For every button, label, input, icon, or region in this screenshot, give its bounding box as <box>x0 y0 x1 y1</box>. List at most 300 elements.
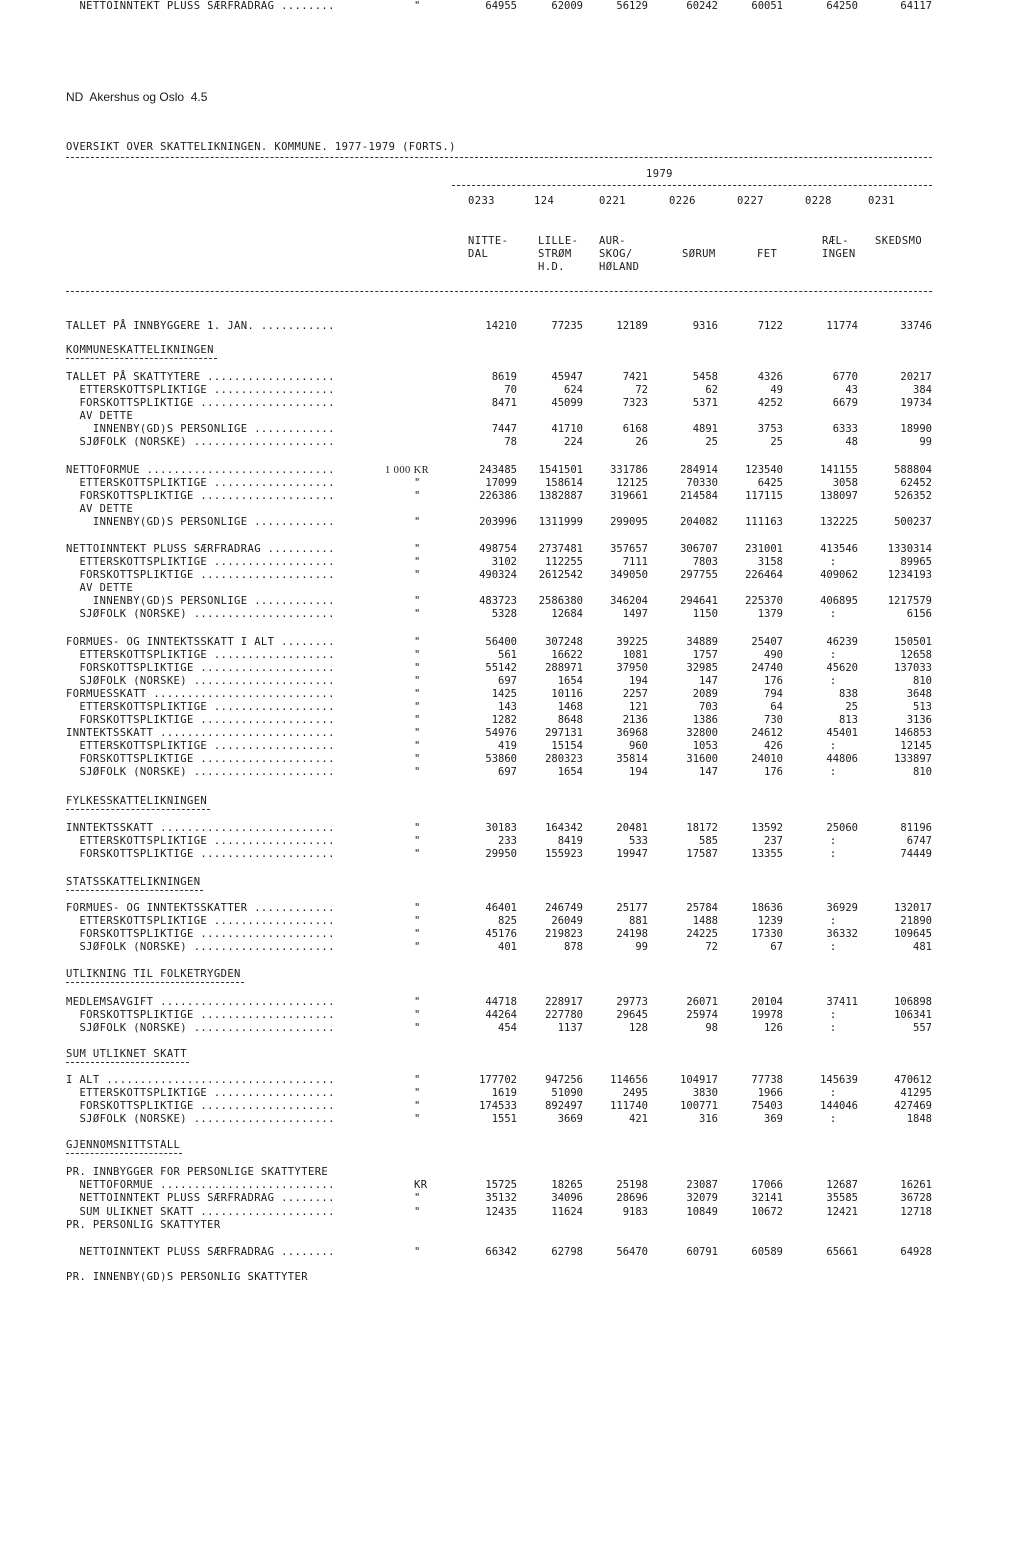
table-cell: 8471 <box>491 397 517 409</box>
table-cell: 490 <box>764 649 783 661</box>
row-label: FORSKOTTSPLIKTIGE .................... <box>66 397 335 409</box>
table-cell: 72 <box>635 384 648 396</box>
table-cell: 146853 <box>894 727 932 739</box>
table-cell: 60051 <box>751 0 783 12</box>
table-cell: 5458 <box>692 371 718 383</box>
table-cell: 26071 <box>686 996 718 1008</box>
table-cell: 62798 <box>551 1246 583 1258</box>
table-cell: 454 <box>498 1022 517 1034</box>
table-cell: 17099 <box>485 477 517 489</box>
table-cell: 1382887 <box>538 490 583 502</box>
table-cell: 37950 <box>616 662 648 674</box>
column-code: 0226 <box>669 195 696 207</box>
table-cell: 112255 <box>545 556 583 568</box>
table-cell: 114656 <box>610 1074 648 1086</box>
table-cell: 49 <box>770 384 783 396</box>
row-label: FORSKOTTSPLIKTIGE .................... <box>66 569 335 581</box>
table-cell: 121 <box>629 701 648 713</box>
table-cell: 44718 <box>485 996 517 1008</box>
row-label: SUM ULIKNET SKATT .................... <box>66 1206 335 1218</box>
table-cell: 838 <box>839 688 858 700</box>
row-label: FORSKOTTSPLIKTIGE .................... <box>66 848 335 860</box>
table-cell: 288971 <box>545 662 583 674</box>
table-cell: 176 <box>764 675 783 687</box>
row-label: ETTERSKOTTSPLIKTIGE .................. <box>66 915 335 927</box>
unit-label: " <box>414 1246 421 1258</box>
table-cell: : <box>829 1022 837 1034</box>
table-cell: 331786 <box>610 464 648 476</box>
table-cell: 132017 <box>894 902 932 914</box>
unit-label: 1 000 KR <box>385 465 430 476</box>
column-code: 0227 <box>737 195 764 207</box>
table-cell: 316 <box>699 1113 718 1125</box>
table-cell: 12658 <box>900 649 932 661</box>
table-cell: : <box>829 608 837 620</box>
table-cell: 3669 <box>557 1113 583 1125</box>
table-cell: 9183 <box>622 1206 648 1218</box>
unit-label: " <box>414 740 421 752</box>
table-cell: 3058 <box>832 477 858 489</box>
table-cell: 17066 <box>751 1179 783 1191</box>
row-label: MEDLEMSAVGIFT .......................... <box>66 996 335 1008</box>
table-cell: 11774 <box>826 320 858 332</box>
table-cell: 18172 <box>686 822 718 834</box>
unit-label: " <box>414 1009 421 1021</box>
row-label: SJØFOLK (NORSKE) ..................... <box>66 675 335 687</box>
table-cell: 65661 <box>826 1246 858 1258</box>
table-cell: 6168 <box>622 423 648 435</box>
table-cell: 227780 <box>545 1009 583 1021</box>
table-cell: 12189 <box>616 320 648 332</box>
table-cell: 16261 <box>900 1179 932 1191</box>
row-label: FORMUESSKATT ........................... <box>66 688 335 700</box>
table-cell: 204082 <box>680 516 718 528</box>
table-cell: 9316 <box>692 320 718 332</box>
table-cell: 8648 <box>557 714 583 726</box>
table-cell: : <box>829 915 837 927</box>
table-cell: 825 <box>498 915 517 927</box>
table-cell: 1654 <box>557 766 583 778</box>
table-cell: 10116 <box>551 688 583 700</box>
table-cell: 143 <box>498 701 517 713</box>
table-cell: 60791 <box>686 1246 718 1258</box>
table-cell: 810 <box>913 766 932 778</box>
table-cell: 43 <box>845 384 858 396</box>
table-cell: 25 <box>845 701 858 713</box>
table-cell: 1234193 <box>887 569 932 581</box>
table-cell: 20481 <box>616 822 648 834</box>
table-cell: 1150 <box>692 608 718 620</box>
table-cell: : <box>829 1113 837 1125</box>
table-cell: 12718 <box>900 1206 932 1218</box>
row-label: TALLET PÅ SKATTYTERE ................... <box>66 371 335 383</box>
table-cell: 878 <box>564 941 583 953</box>
column-name: LILLE- <box>538 235 579 247</box>
table-cell: 25 <box>705 436 718 448</box>
table-cell: 357657 <box>610 543 648 555</box>
table-cell: 98 <box>705 1022 718 1034</box>
column-name: DAL <box>468 248 489 260</box>
table-cell: 481 <box>913 941 932 953</box>
table-cell: 12684 <box>551 608 583 620</box>
row-label: FORSKOTTSPLIKTIGE .................... <box>66 714 335 726</box>
table-cell: 39225 <box>616 636 648 648</box>
row-label: SJØFOLK (NORSKE) ..................... <box>66 1022 335 1034</box>
table-cell: 32141 <box>751 1192 783 1204</box>
table-cell: 194 <box>629 675 648 687</box>
row-label: ETTERSKOTTSPLIKTIGE .................. <box>66 477 335 489</box>
table-cell: : <box>829 835 837 847</box>
table-cell: 64117 <box>900 0 932 12</box>
table-cell: : <box>829 1087 837 1099</box>
table-cell: : <box>829 649 837 661</box>
table-cell: 297755 <box>680 569 718 581</box>
table-cell: 17587 <box>686 848 718 860</box>
unit-label: " <box>414 996 421 1008</box>
table-cell: 45947 <box>551 371 583 383</box>
table-cell: 697 <box>498 675 517 687</box>
table-cell: 35585 <box>826 1192 858 1204</box>
table-cell: 45401 <box>826 727 858 739</box>
row-label: PR. PERSONLIG SKATTYTER <box>66 1219 221 1231</box>
table-cell: 6770 <box>832 371 858 383</box>
table-cell: 299095 <box>610 516 648 528</box>
table-cell: 5371 <box>692 397 718 409</box>
table-cell: 35814 <box>616 753 648 765</box>
table-title: OVERSIKT OVER SKATTELIKNINGEN. KOMMUNE. 1977-1979 (FORTS.) <box>66 141 456 153</box>
table-cell: 4326 <box>757 371 783 383</box>
row-label: NETTOINNTEKT PLUSS SÆRFRADRAG .......... <box>66 543 335 555</box>
table-cell: 246749 <box>545 902 583 914</box>
table-cell: 36332 <box>826 928 858 940</box>
table-cell: 219823 <box>545 928 583 940</box>
table-cell: 6747 <box>906 835 932 847</box>
table-cell: 109645 <box>894 928 932 940</box>
unit-label: " <box>414 1206 421 1218</box>
table-cell: 294641 <box>680 595 718 607</box>
table-cell: 41295 <box>900 1087 932 1099</box>
section-heading: STATSSKATTELIKNINGEN <box>66 876 201 888</box>
table-cell: 123540 <box>745 464 783 476</box>
row-label: FORSKOTTSPLIKTIGE .................... <box>66 662 335 674</box>
table-cell: 2495 <box>622 1087 648 1099</box>
table-cell: 18990 <box>900 423 932 435</box>
table-cell: 533 <box>629 835 648 847</box>
table-cell: 147 <box>699 766 718 778</box>
table-cell: 794 <box>764 688 783 700</box>
unit-label: " <box>414 701 421 713</box>
table-cell: 25784 <box>686 902 718 914</box>
table-cell: 29950 <box>485 848 517 860</box>
column-code: 0228 <box>805 195 832 207</box>
table-cell: 24612 <box>751 727 783 739</box>
table-cell: 1386 <box>692 714 718 726</box>
table-cell: : <box>829 941 837 953</box>
table-cell: 66342 <box>485 1246 517 1258</box>
row-label: FORMUES- OG INNTEKTSSKATT I ALT ........ <box>66 636 335 648</box>
table-cell: 10849 <box>686 1206 718 1218</box>
table-cell: 427469 <box>894 1100 932 1112</box>
table-cell: 4891 <box>692 423 718 435</box>
unit-label: " <box>414 636 421 648</box>
row-label: ETTERSKOTTSPLIKTIGE .................. <box>66 649 335 661</box>
table-cell: 224 <box>564 436 583 448</box>
table-cell: 947256 <box>545 1074 583 1086</box>
table-cell: 561 <box>498 649 517 661</box>
section-underline <box>66 982 244 983</box>
table-cell: 1966 <box>757 1087 783 1099</box>
column-name: NITTE- <box>468 235 509 247</box>
unit-label: " <box>414 516 421 528</box>
table-cell: 1654 <box>557 675 583 687</box>
table-cell: 490324 <box>479 569 517 581</box>
unit-label: " <box>414 675 421 687</box>
section-underline <box>66 1153 182 1154</box>
table-cell: 233 <box>498 835 517 847</box>
section-underline <box>66 1062 189 1063</box>
table-cell: 144046 <box>820 1100 858 1112</box>
section-underline <box>66 890 203 891</box>
table-cell: 1081 <box>622 649 648 661</box>
row-label: INNENBY(GD)S PERSONLIGE ............ <box>66 516 335 528</box>
table-cell: 137033 <box>894 662 932 674</box>
table-cell: 194 <box>629 766 648 778</box>
table-cell: 89965 <box>900 556 932 568</box>
table-cell: 53860 <box>485 753 517 765</box>
top-rule <box>66 157 932 158</box>
table-cell: 1468 <box>557 701 583 713</box>
table-cell: 813 <box>839 714 858 726</box>
table-cell: 284914 <box>680 464 718 476</box>
table-cell: 62009 <box>551 0 583 12</box>
row-label: TALLET PÅ INNBYGGERE 1. JAN. ........... <box>66 320 335 332</box>
table-cell: 237 <box>764 835 783 847</box>
table-cell: 2089 <box>692 688 718 700</box>
row-label: AV DETTE <box>66 410 134 422</box>
table-cell: 77738 <box>751 1074 783 1086</box>
table-cell: 28696 <box>616 1192 648 1204</box>
row-label: I ALT .................................. <box>66 1074 335 1086</box>
row-label: AV DETTE <box>66 503 134 515</box>
row-label: SJØFOLK (NORSKE) ..................... <box>66 436 335 448</box>
table-cell: 41710 <box>551 423 583 435</box>
table-cell: 231001 <box>745 543 783 555</box>
table-cell: 426 <box>764 740 783 752</box>
table-cell: 1379 <box>757 608 783 620</box>
row-label: NETTOINNTEKT PLUSS SÆRFRADRAG ........ <box>66 1246 335 1258</box>
table-cell: 37411 <box>826 996 858 1008</box>
header-bottom-rule <box>66 291 932 292</box>
unit-label: " <box>414 595 421 607</box>
table-cell: 48 <box>845 436 858 448</box>
unit-label: " <box>414 753 421 765</box>
table-cell: 132225 <box>820 516 858 528</box>
table-cell: 31600 <box>686 753 718 765</box>
table-cell: : <box>829 556 837 568</box>
section-heading: UTLIKNING TIL FOLKETRYGDEN <box>66 968 241 980</box>
row-label: FORMUES- OG INNTEKTSSKATTER ............ <box>66 902 335 914</box>
table-cell: 15154 <box>551 740 583 752</box>
table-cell: 1053 <box>692 740 718 752</box>
column-name: SØRUM <box>682 248 716 260</box>
table-cell: 35132 <box>485 1192 517 1204</box>
table-cell: 111163 <box>745 516 783 528</box>
unit-label: " <box>414 1074 421 1086</box>
table-cell: 138097 <box>820 490 858 502</box>
row-label: NETTOINNTEKT PLUSS SÆRFRADRAG ........ <box>66 1192 335 1204</box>
table-cell: 23087 <box>686 1179 718 1191</box>
table-cell: 3136 <box>906 714 932 726</box>
table-cell: 228917 <box>545 996 583 1008</box>
unit-label: " <box>414 608 421 620</box>
table-cell: 960 <box>629 740 648 752</box>
table-cell: 67 <box>770 941 783 953</box>
unit-label: " <box>414 727 421 739</box>
table-cell: 588804 <box>894 464 932 476</box>
table-cell: 15725 <box>485 1179 517 1191</box>
row-label: ETTERSKOTTSPLIKTIGE .................. <box>66 701 335 713</box>
row-label: FORSKOTTSPLIKTIGE .................... <box>66 1100 335 1112</box>
table-cell: 12125 <box>616 477 648 489</box>
table-cell: 406895 <box>820 595 858 607</box>
table-cell: 500237 <box>894 516 932 528</box>
table-cell: 29773 <box>616 996 648 1008</box>
table-cell: 111740 <box>610 1100 648 1112</box>
column-name: H.D. <box>538 261 565 273</box>
unit-label: " <box>414 1113 421 1125</box>
unit-label: " <box>414 915 421 927</box>
column-name: SKEDSMO <box>875 235 923 247</box>
table-cell: 297131 <box>545 727 583 739</box>
table-cell: 174533 <box>479 1100 517 1112</box>
unit-label: " <box>414 822 421 834</box>
table-cell: 225370 <box>745 595 783 607</box>
table-cell: 25060 <box>826 822 858 834</box>
table-cell: 214584 <box>680 490 718 502</box>
table-cell: 810 <box>913 675 932 687</box>
table-cell: 2737481 <box>538 543 583 555</box>
unit-label: " <box>414 1100 421 1112</box>
table-cell: 384 <box>913 384 932 396</box>
row-label: ETTERSKOTTSPLIKTIGE .................. <box>66 1087 335 1099</box>
unit-label: " <box>414 490 421 502</box>
table-cell: 2586380 <box>538 595 583 607</box>
table-cell: 164342 <box>545 822 583 834</box>
table-cell: 72 <box>705 941 718 953</box>
table-cell: 18636 <box>751 902 783 914</box>
table-cell: 1488 <box>692 915 718 927</box>
table-cell: 12687 <box>826 1179 858 1191</box>
table-cell: 17330 <box>751 928 783 940</box>
year-heading: 1979 <box>646 168 673 180</box>
table-cell: 7111 <box>622 556 648 568</box>
table-cell: 128 <box>629 1022 648 1034</box>
table-cell: 64 <box>770 701 783 713</box>
section-underline <box>66 358 217 359</box>
table-cell: 25974 <box>686 1009 718 1021</box>
table-cell: 51090 <box>551 1087 583 1099</box>
table-cell: 147 <box>699 675 718 687</box>
table-cell: 32079 <box>686 1192 718 1204</box>
table-cell: 1425 <box>491 688 517 700</box>
table-cell: 1757 <box>692 649 718 661</box>
column-code: 0221 <box>599 195 626 207</box>
row-label: FORSKOTTSPLIKTIGE .................... <box>66 753 335 765</box>
table-cell: 6679 <box>832 397 858 409</box>
table-cell: 10672 <box>751 1206 783 1218</box>
table-cell: 12145 <box>900 740 932 752</box>
unit-label: " <box>414 1192 421 1204</box>
table-cell: 25 <box>770 436 783 448</box>
table-cell: : <box>829 1009 837 1021</box>
table-cell: 77235 <box>551 320 583 332</box>
table-cell: 13355 <box>751 848 783 860</box>
table-cell: 126 <box>764 1022 783 1034</box>
table-cell: 56400 <box>485 636 517 648</box>
row-label: ETTERSKOTTSPLIKTIGE .................. <box>66 740 335 752</box>
table-cell: 3158 <box>757 556 783 568</box>
table-cell: 2136 <box>622 714 648 726</box>
table-cell: 24198 <box>616 928 648 940</box>
table-cell: 45099 <box>551 397 583 409</box>
table-cell: 141155 <box>820 464 858 476</box>
table-cell: 26 <box>635 436 648 448</box>
table-cell: 498754 <box>479 543 517 555</box>
table-cell: 4252 <box>757 397 783 409</box>
table-cell: 401 <box>498 941 517 953</box>
unit-label: " <box>414 928 421 940</box>
table-cell: 34889 <box>686 636 718 648</box>
table-cell: 307248 <box>545 636 583 648</box>
table-cell: 6425 <box>757 477 783 489</box>
row-label: INNTEKTSSKATT .......................... <box>66 727 335 739</box>
unit-label: " <box>414 848 421 860</box>
table-cell: 6156 <box>906 608 932 620</box>
table-cell: 74449 <box>900 848 932 860</box>
column-code: 124 <box>534 195 555 207</box>
table-cell: 104917 <box>680 1074 718 1086</box>
column-name: AUR- <box>599 235 626 247</box>
table-cell: 36728 <box>900 1192 932 1204</box>
page-header: ND Akershus og Oslo 4.5 <box>66 90 208 104</box>
row-label: ETTERSKOTTSPLIKTIGE .................. <box>66 384 335 396</box>
table-cell: 176 <box>764 766 783 778</box>
table-cell: 46239 <box>826 636 858 648</box>
table-cell: 8419 <box>557 835 583 847</box>
table-cell: 892497 <box>545 1100 583 1112</box>
section-heading: SUM UTLIKNET SKATT <box>66 1048 187 1060</box>
table-cell: 145639 <box>820 1074 858 1086</box>
section-heading: FYLKESSKATTELIKNINGEN <box>66 795 208 807</box>
section-underline <box>66 809 210 810</box>
table-cell: 369 <box>764 1113 783 1125</box>
table-cell: 64955 <box>485 0 517 12</box>
row-label: FORSKOTTSPLIKTIGE .................... <box>66 490 335 502</box>
table-cell: 150501 <box>894 636 932 648</box>
row-label: SJØFOLK (NORSKE) ..................... <box>66 766 335 778</box>
table-cell: 64928 <box>900 1246 932 1258</box>
column-name: FET <box>757 248 778 260</box>
unit-label: " <box>414 714 421 726</box>
row-label: ETTERSKOTTSPLIKTIGE .................. <box>66 835 335 847</box>
column-code: 0231 <box>868 195 895 207</box>
table-cell: 55142 <box>485 662 517 674</box>
unit-label: " <box>414 902 421 914</box>
table-cell: 75403 <box>751 1100 783 1112</box>
column-name: HØLAND <box>599 261 640 273</box>
table-cell: 46401 <box>485 902 517 914</box>
table-cell: 20217 <box>900 371 932 383</box>
